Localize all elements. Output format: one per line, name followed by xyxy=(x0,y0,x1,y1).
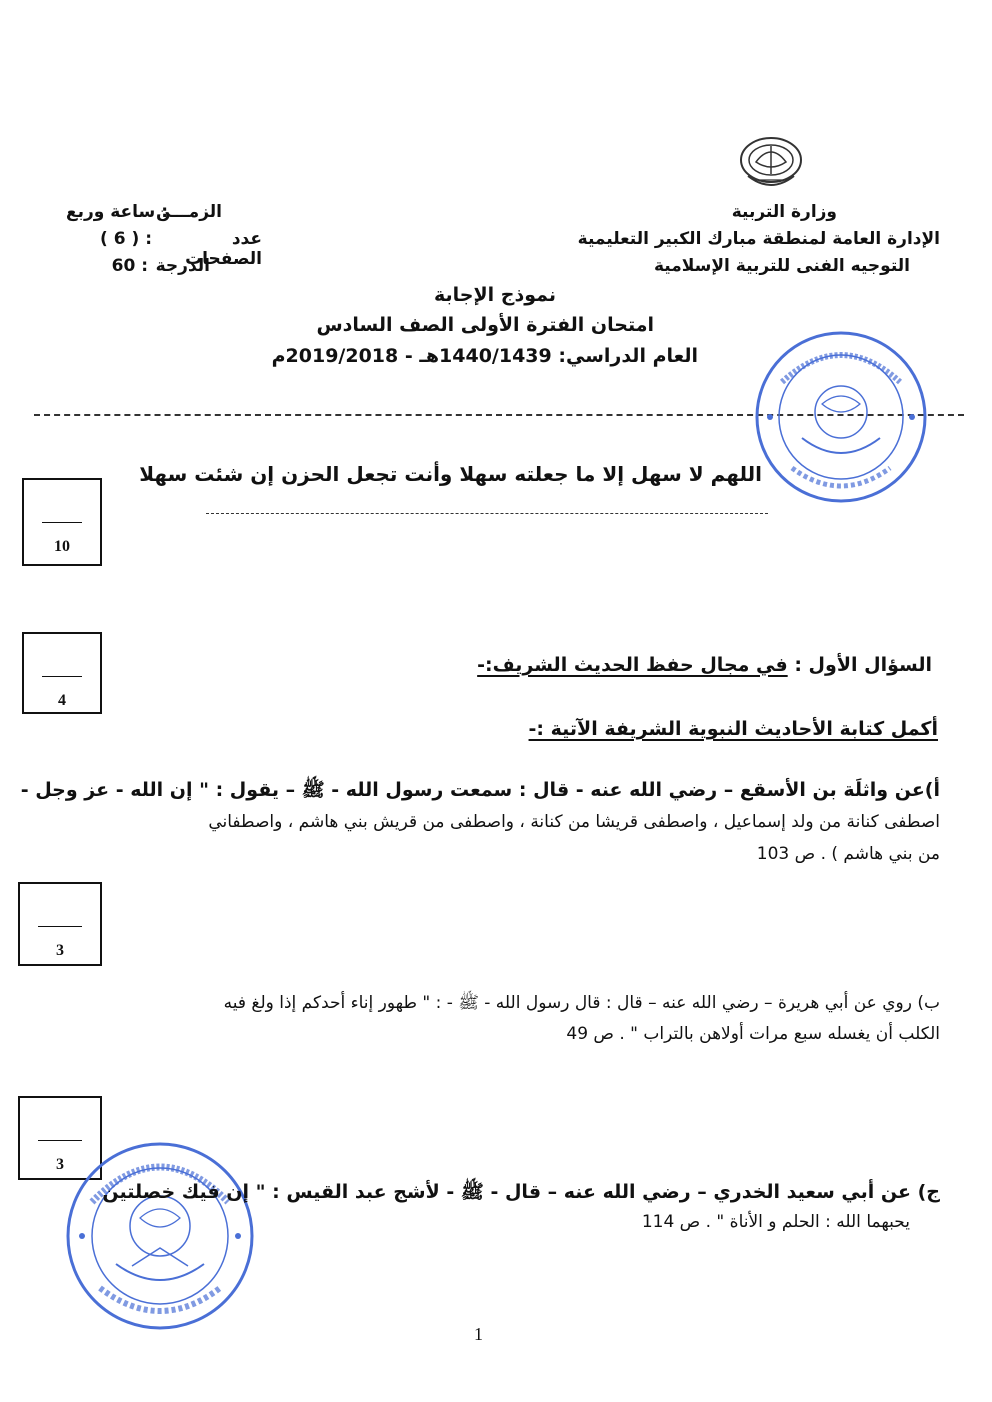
hadith-c-line-1: ج) عن أبي سعيد الخدري – رضي الله عنه – قال - ﷺ - لأشج عبد القيس : " إن فيك خصلتين xyxy=(102,1181,940,1203)
department-name: التوجيه الفنى للتربية الإسلامية xyxy=(653,256,910,276)
ministry-name: وزارة التربية xyxy=(731,202,837,222)
grade-value: : 60 xyxy=(111,256,148,276)
pages-label: عدد الصفحات xyxy=(185,229,262,269)
kuwait-emblem-icon xyxy=(734,132,808,196)
score-box-q1 xyxy=(22,632,102,714)
directorate-name: الإدارة العامة لمنطقة مبارك الكبير التعليمية xyxy=(577,229,940,249)
score-blank-line xyxy=(42,522,82,523)
score-total-value: 10 xyxy=(54,538,70,555)
academic-year xyxy=(272,345,698,367)
prayer-underline xyxy=(206,513,768,514)
score-hadith-b-value: 3 xyxy=(56,942,64,959)
hadith-b-line-1: ب) روي عن أبي هريرة – رضي الله عنه – قال : قال رسول الله - ﷺ - : " طهور إناء أحدكم إذا ولغ فيه xyxy=(223,993,940,1013)
score-box-total xyxy=(22,478,102,566)
hadith-a-line-2: اصطفى كنانة من ولد إسماعيل ، واصطفى قريشا من كنانة ، واصطفى من قريش بني هاشم ، واصطفاني xyxy=(208,812,940,832)
answer-model-title: نموذج الإجابة xyxy=(434,284,556,306)
grade-label: الدرجة xyxy=(155,256,210,276)
pages-value: : ( 6 ) xyxy=(100,229,152,249)
hadith-c-line-2: يحبهما الله : الحلم و الأناة " . ص 114 xyxy=(641,1212,910,1232)
time-label: الزمـــن xyxy=(155,202,222,222)
question-1-topic: في مجال حفظ الحديث الشريف:- xyxy=(477,654,788,676)
hadith-a-line-3: من بني هاشم ) . ص 103 xyxy=(756,844,940,864)
score-blank-line xyxy=(38,926,82,927)
academic-year-label: العام الدراسي: xyxy=(558,345,698,367)
academic-year-separator: - xyxy=(404,345,413,367)
question-1-label: السؤال الأول : xyxy=(794,654,932,676)
score-blank-line xyxy=(42,676,82,677)
score-q1-value: 4 xyxy=(58,692,66,709)
time-value: : ساعة وربع xyxy=(65,202,168,222)
score-box-hadith-b xyxy=(18,882,102,966)
academic-year-gregorian: 2019/2018م xyxy=(271,345,399,367)
question-1-instruction: أكمل كتابة الأحاديث النبوية الشريفة الآتية :- xyxy=(528,718,938,740)
hadith-a-line-1: أ)عن واثلَة بن الأسقع – رضي الله عنه - قال : سمعت رسول الله - ﷺ – يقول : " إن الله - عز وجل - xyxy=(20,779,940,801)
hadith-b-line-2: الكلب أن يغسله سبع مرات أولاهن بالتراب " . ص 49 xyxy=(566,1024,940,1044)
official-stamp-icon xyxy=(62,1138,258,1334)
page-number: 1 xyxy=(474,1324,483,1344)
academic-year-hijri: 1440/1439هـ xyxy=(419,345,552,367)
exam-title: امتحان الفترة الأولى الصف السادس xyxy=(316,314,654,336)
opening-prayer: اللهم لا سهل إلا ما جعلته سهلا وأنت تجعل الحزن إن شئت سهلا xyxy=(139,462,762,486)
score-hadith-c-value: 3 xyxy=(56,1156,64,1173)
official-stamp-icon xyxy=(752,328,930,506)
question-1-heading xyxy=(477,654,932,676)
